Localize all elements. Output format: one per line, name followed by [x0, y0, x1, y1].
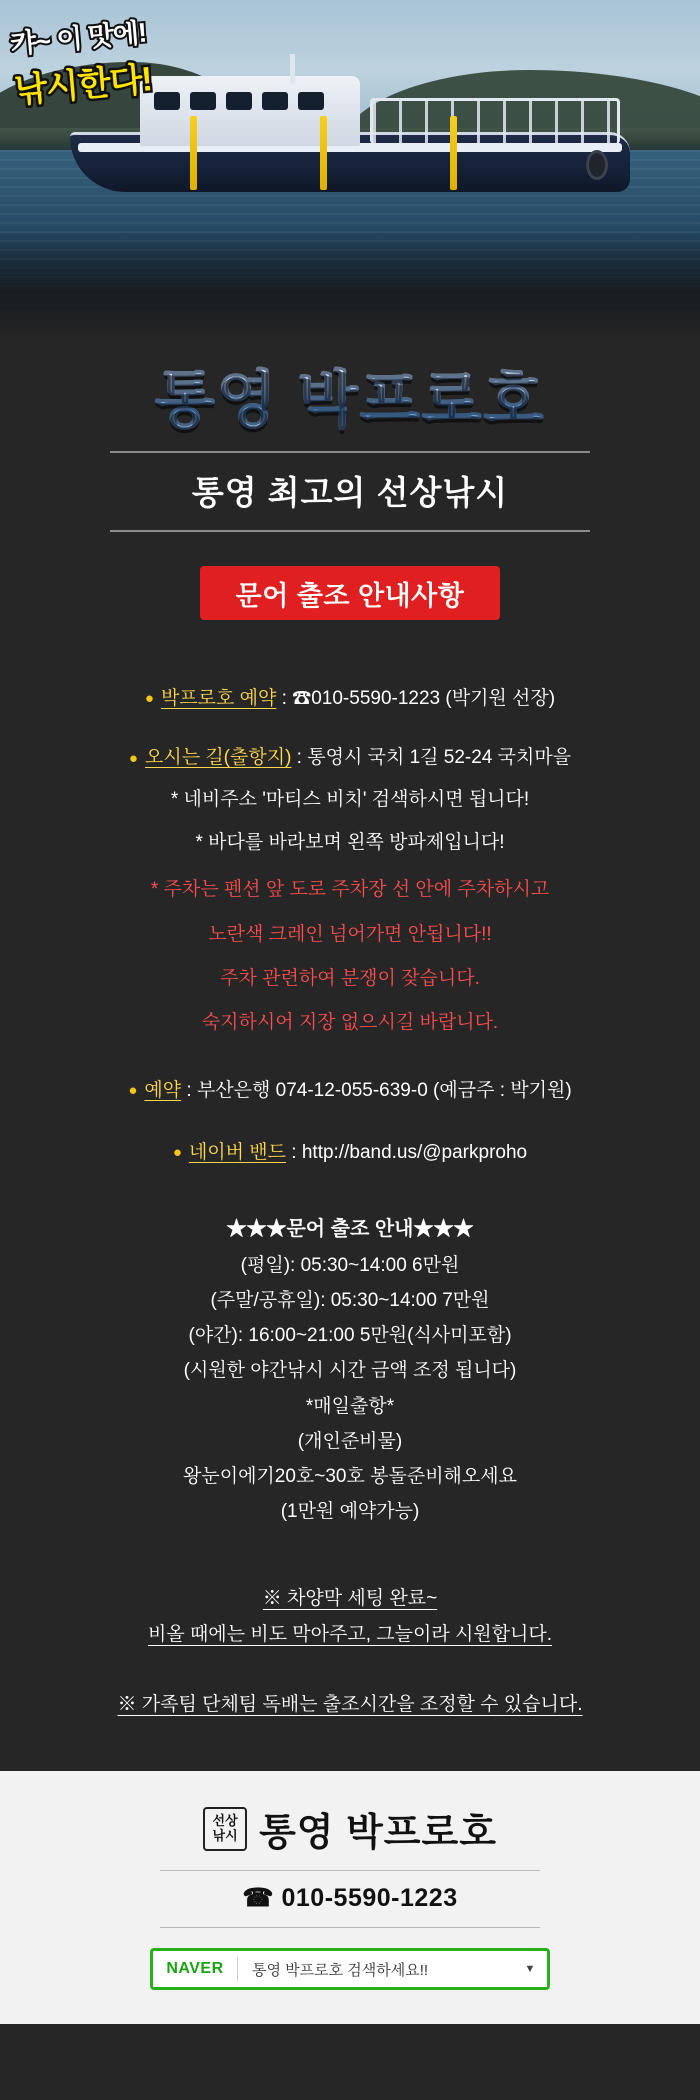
hero-badge — [8, 6, 205, 112]
divider — [110, 451, 590, 453]
price-section — [0, 1211, 700, 1529]
notice-banner: 문어 출조 안내사항 — [200, 566, 500, 620]
chevron-down-icon[interactable]: ▼ — [524, 1963, 536, 1976]
info-section — [0, 620, 700, 1167]
divider — [110, 530, 590, 532]
title-block — [0, 340, 700, 532]
price-line: (시원한 야간낚시 시간 금액 조정 됩니다) — [183, 1360, 517, 1382]
reservation-label: 박프로호 예약 — [160, 688, 277, 709]
yellow-pole — [320, 116, 327, 190]
directions-line2: * 네비주소 '마티스 비치' 검색하시면 됩니다! — [170, 788, 530, 810]
footer-brand — [0, 1801, 700, 1856]
yellow-pole — [450, 116, 457, 190]
separator: : — [291, 747, 308, 769]
price-line: (1만원 예약가능) — [280, 1500, 420, 1522]
yellow-pole — [190, 116, 197, 190]
bullet-icon: ● — [128, 1082, 138, 1100]
hero-badge-line1: 캬~ 이 맛에! — [9, 17, 148, 60]
reservation-phone[interactable]: 010-5590-1223 — [311, 688, 441, 709]
separator: : — [286, 1141, 302, 1163]
price-line: (야간): 16:00~21:00 5만원(식사미포함) — [188, 1325, 512, 1347]
footer — [0, 1771, 700, 2024]
directions-row — [40, 743, 660, 772]
boat-rail — [370, 98, 620, 144]
bank-label: 예약 — [144, 1080, 182, 1102]
boat-mast — [290, 54, 295, 84]
bullet-icon: ● — [144, 690, 154, 708]
phone-icon: ☎ — [292, 688, 312, 709]
directions-line3: * 바다를 바라보며 왼쪽 방파제입니다! — [195, 832, 505, 854]
notice-line-1: ※ 차양막 세팅 완료~ — [262, 1588, 438, 1610]
chip-line2: 낚시 — [212, 1827, 238, 1843]
bank-row — [40, 1076, 660, 1105]
page-subtitle: 통영 최고의 선상낚시 — [191, 474, 509, 511]
footer-phone[interactable] — [0, 1883, 700, 1913]
hero-photo — [0, 0, 700, 340]
divider — [160, 1927, 540, 1928]
cabin-window — [226, 92, 252, 110]
parking-warning-3: 주차 관련하여 분쟁이 잦습니다. — [220, 967, 480, 989]
band-row — [40, 1138, 660, 1167]
directions-address: 통영시 국치 1길 52-24 국치마을 — [307, 747, 572, 769]
price-line: 왕눈이에기20호~30호 봉돌준비해오세요 — [183, 1465, 517, 1487]
divider — [160, 1870, 540, 1871]
search-input[interactable]: 통영 박프로호 검색하세요!! — [252, 1961, 429, 1979]
footer-brand-name: 통영 박프로호 — [259, 1812, 497, 1855]
separator: : — [181, 1080, 197, 1102]
separator: : — [276, 688, 293, 709]
parking-warning-1: * 주차는 펜션 앞 도로 주차장 선 안에 주차하시고 — [150, 879, 550, 901]
bullet-icon: ● — [172, 1143, 182, 1161]
parking-warning-4: 숙지하시어 지장 없으시길 바랍니다. — [201, 1011, 499, 1033]
notice-section — [0, 1581, 700, 1723]
chip-line1: 선상 — [212, 1812, 238, 1828]
photo-fade — [0, 230, 700, 340]
captain-name: (박기원 선장) — [445, 688, 556, 709]
price-line: (주말/공휴일): 05:30~14:00 7만원 — [210, 1290, 490, 1312]
phone-icon: ☎ — [242, 1884, 275, 1913]
naver-logo: NAVER — [166, 1960, 224, 1978]
cabin-window — [262, 92, 288, 110]
page-title: 통영 박프로호 — [0, 344, 700, 441]
boat-fishing-chip — [203, 1807, 247, 1851]
bank-account: 부산은행 074-12-055-639-0 (예금주 : 박기원) — [196, 1080, 572, 1102]
notice-line-2: 비올 때에는 비도 막아주고, 그늘이라 시원합니다. — [147, 1624, 553, 1646]
price-line: (개인준비물) — [297, 1430, 403, 1452]
reservation-row — [40, 684, 660, 713]
footer-phone-number: 010-5590-1223 — [281, 1884, 458, 1913]
price-line: *매일출항* — [305, 1395, 395, 1417]
boat-fender — [586, 150, 608, 180]
parking-warning-2: 노란색 크레인 넘어가면 안됩니다!! — [208, 923, 492, 945]
price-heading: ★★★문어 출조 안내★★★ — [226, 1218, 474, 1240]
naver-search-box[interactable] — [150, 1948, 550, 1990]
band-label: 네이버 밴드 — [188, 1141, 286, 1163]
directions-label: 오시는 길(출항지) — [144, 747, 292, 769]
cabin-window — [298, 92, 324, 110]
notice-line-3: ※ 가족팀 단체팀 독배는 출조시간을 조정할 수 있습니다. — [117, 1694, 583, 1716]
band-url[interactable]: http://band.us/@parkproho — [301, 1141, 528, 1163]
hero-badge-line2: 낚시한다! — [12, 60, 154, 111]
bullet-icon: ● — [128, 749, 138, 767]
price-line: (평일): 05:30~14:00 6만원 — [240, 1255, 460, 1276]
